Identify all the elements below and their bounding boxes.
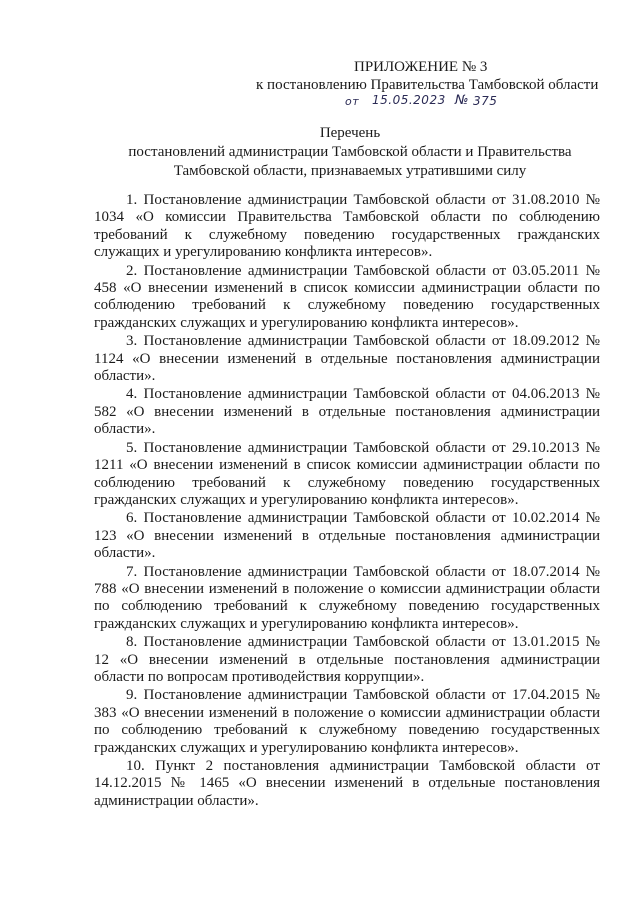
item-number: 1.: [126, 192, 138, 208]
item-text: Постановление администрации Тамбовской области от 03.05.2011 № 458 «О внесении изменений в список комиссии администрации области по соблюдению требований к служебному поведению государственных гражданских служащих и урегулированию конфликта интересов».: [94, 262, 600, 331]
list-item: [94, 333, 600, 385]
title-line-1: Перечень: [319, 125, 381, 141]
handwritten-number: 375: [473, 94, 498, 108]
list-item: [94, 386, 600, 438]
item-number: 6.: [126, 510, 138, 527]
item-text: Постановление администрации Тамбовской области от 18.09.2012 № 1124 «О внесении изменений в отдельные постановления администрации области».: [94, 333, 600, 385]
appendix-subtitle: к постановлению Правительства Тамбовской области: [256, 77, 599, 93]
item-number: 8.: [126, 634, 138, 651]
list-item: [94, 440, 600, 510]
handwritten-date-number: [345, 93, 605, 113]
handwritten-date: 15.05.2023: [372, 93, 446, 107]
list-item: [94, 758, 600, 810]
item-number: 3.: [126, 333, 138, 350]
appendix-title: ПРИЛОЖЕНИЕ № 3: [354, 59, 488, 75]
list-item: [94, 192, 600, 262]
item-number: 7.: [126, 563, 138, 580]
document-title: [100, 124, 600, 181]
list-item: [94, 510, 600, 562]
list-item: [94, 263, 600, 333]
item-text: Постановление администрации Тамбовской области от 29.10.2013 № 1211 «О внесении изменений в список комиссии администрации области по соблюдению требований к служебному поведению государственных гражданских служащих и урегулированию конфликта интересов».: [94, 439, 600, 508]
item-number: 9.: [126, 687, 138, 704]
item-text: Постановление администрации Тамбовской области от 13.01.2015 № 12 «О внесении изменений в отдельные постановления администрации области по вопросам противодействия коррупции».: [94, 634, 600, 685]
appendix-header: [250, 58, 610, 94]
list-item: [94, 564, 600, 634]
item-text: Постановление администрации Тамбовской области от 18.07.2014 № 788 «О внесении изменений в положение о комиссии администрации области по соблюдению требований к служебному поведению государственных гражданских служащих и урегулированию конфликта интересов».: [94, 563, 600, 632]
decree-list: [94, 192, 600, 811]
title-line-3: Тамбовской области, признаваемых утратившими силу: [173, 163, 527, 179]
item-number: 10.: [126, 758, 145, 774]
handwritten-prefix: от: [345, 95, 360, 108]
item-number: 5.: [126, 439, 138, 456]
item-text: Постановление администрации Тамбовской области от 04.06.2013 № 582 «О внесении изменений в отдельные постановления администрации области».: [94, 386, 600, 438]
list-item: [94, 687, 600, 757]
title-line-2: постановлений администрации Тамбовской области и Правительства: [128, 144, 572, 160]
item-number: 2.: [126, 262, 138, 279]
item-number: 4.: [126, 386, 138, 403]
item-text: Постановление администрации Тамбовской области от 17.04.2015 № 383 «О внесении изменений в положение о комиссии администрации области по соблюдению требований к служебному поведению государственных гражданских служащих и урегулированию конфликта интересов».: [94, 687, 600, 756]
item-text: Постановление администрации Тамбовской области от 10.02.2014 № 123 «О внесении изменений в отдельные постановления администрации области».: [94, 510, 600, 562]
item-text: Постановление администрации Тамбовской области от 31.08.2010 № 1034 «О комиссии Правительства Тамбовской области по соблюдению требований к служебному поведению государственных гражданских служащих и урегулированию конфликта интересов».: [94, 192, 600, 261]
item-text: Пункт 2 постановления администрации Тамбовской области от 14.12.2015 № 1465 «О внесении изменений в отдельные постановления администрации области».: [94, 758, 601, 809]
handwritten-number-sign: №: [455, 93, 470, 108]
list-item: [94, 634, 600, 686]
